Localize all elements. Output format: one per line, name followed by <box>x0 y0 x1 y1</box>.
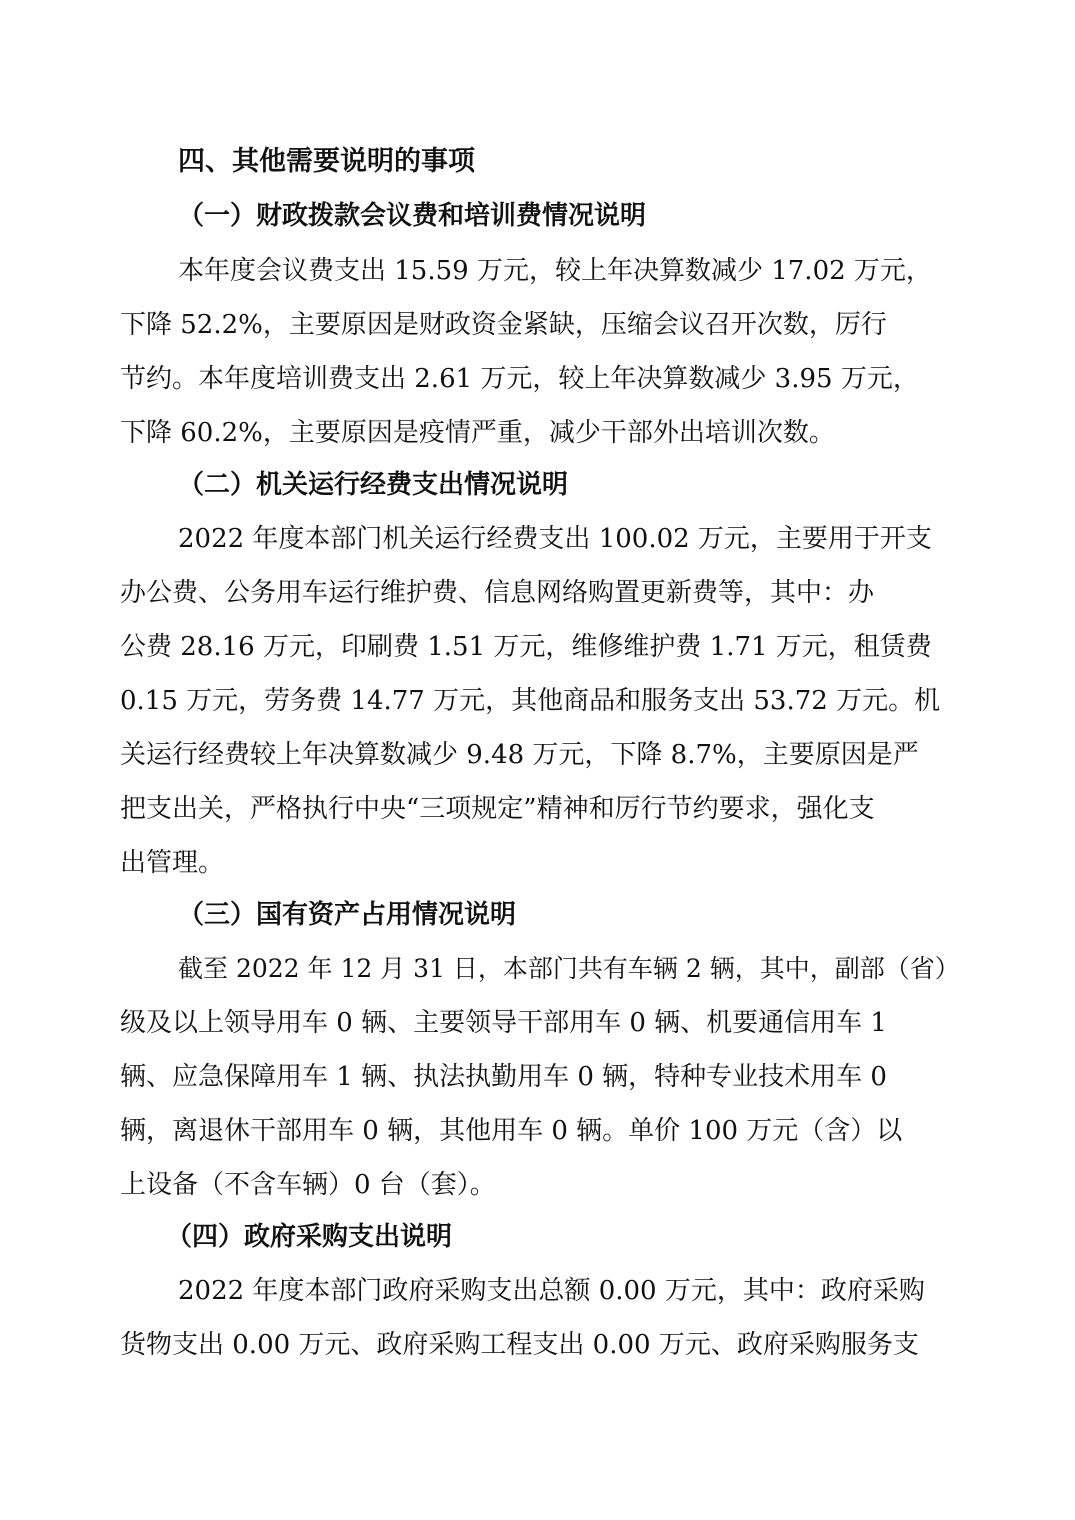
paragraph-line: 上设备（不含车辆）0 台（套）。 <box>120 1170 496 1200</box>
paragraph-line: 节约。本年度培训费支出 2.61 万元，较上年决算数减少 3.95 万元， <box>120 364 919 394</box>
paragraph-line: 级及以上领导用车 0 辆、主要领导干部用车 0 辆、机要通信用车 1 <box>120 1008 887 1038</box>
paragraph-line: 关运行经费较上年决算数减少 9.48 万元，下降 8.7%，主要原因是严 <box>120 740 919 770</box>
subsection-heading-1: （一）财政拨款会议费和培训费情况说明 <box>178 201 647 231</box>
paragraph-line: 公费 28.16 万元，印刷费 1.51 万元，维修维护费 1.71 万元，租赁费 <box>120 632 932 662</box>
paragraph-line: 本年度会议费支出 15.59 万元，较上年决算数减少 17.02 万元， <box>178 256 932 286</box>
paragraph-line: 下降 52.2%，主要原因是财政资金紧缺，压缩会议召开次数，厉行 <box>120 310 887 340</box>
paragraph-line: 辆，离退休干部用车 0 辆，其他用车 0 辆。单价 100 万元（含）以 <box>120 1116 903 1146</box>
section-title: 四、其他需要说明的事项 <box>178 146 475 177</box>
subsection-heading-4: （四）政府采购支出说明 <box>166 1222 453 1252</box>
paragraph-line: 2022 年度本部门机关运行经费支出 100.02 万元，主要用于开支 <box>178 524 932 554</box>
paragraph-line: 2022 年度本部门政府采购支出总额 0.00 万元，其中：政府采购 <box>178 1276 925 1306</box>
paragraph-line: 截至 2022 年 12 月 31 日，本部门共有车辆 2 辆，其中，副部（省） <box>178 954 960 983</box>
paragraph-line: 出管理。 <box>120 848 225 878</box>
paragraph-line: 办公费、公务用车运行维护费、信息网络购置更新费等，其中：办 <box>120 578 875 608</box>
paragraph-line: 0.15 万元，劳务费 14.77 万元，其他商品和服务支出 53.72 万元。机 <box>120 686 941 716</box>
subsection-heading-2: （二）机关运行经费支出情况说明 <box>178 470 569 500</box>
paragraph-line: 辆、应急保障用车 1 辆、执法执勤用车 0 辆，特种专业技术用车 0 <box>120 1062 887 1092</box>
paragraph-line: 货物支出 0.00 万元、政府采购工程支出 0.00 万元、政府采购服务支 <box>120 1330 919 1360</box>
paragraph-line: 把支出关，严格执行中央“三项规定”精神和厉行节约要求，强化支 <box>120 794 875 824</box>
paragraph-line: 下降 60.2%，主要原因是疫情严重，减少干部外出培训次数。 <box>120 418 835 448</box>
subsection-heading-3: （三）国有资产占用情况说明 <box>178 900 517 930</box>
